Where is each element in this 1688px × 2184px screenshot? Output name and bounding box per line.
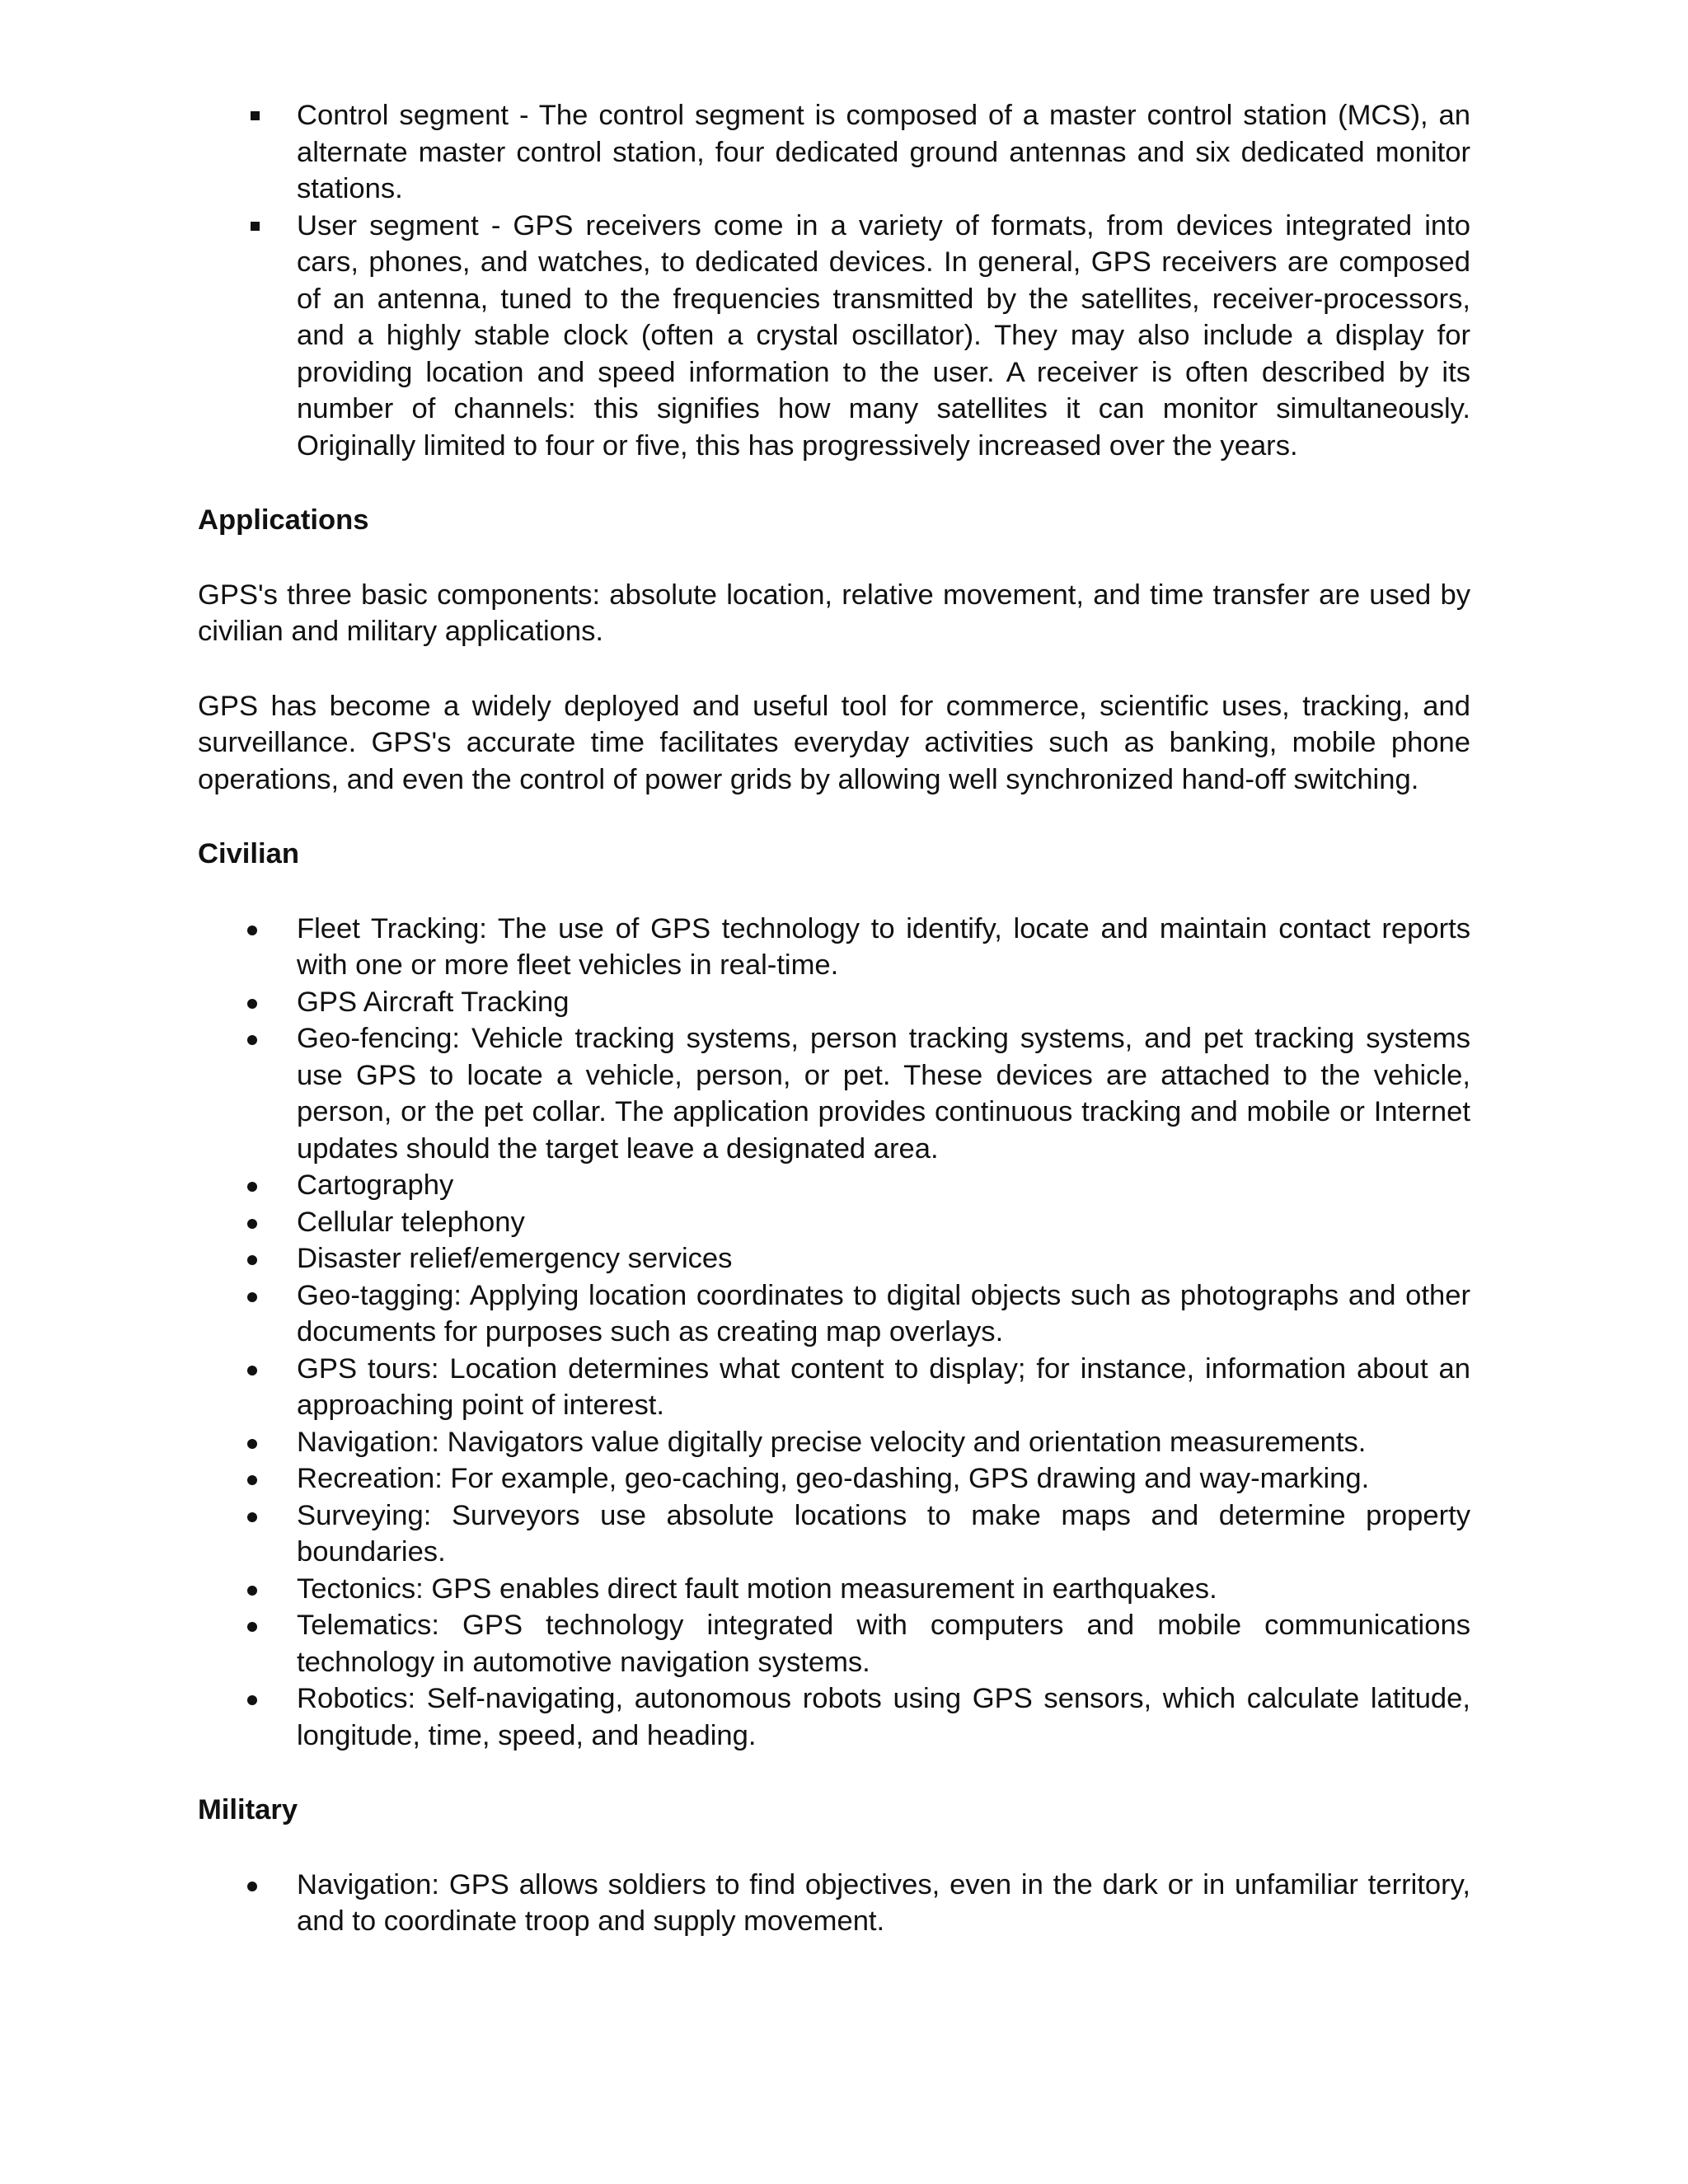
list-item: Robotics: Self-navigating, autonomous robots using GPS sensors, which calculate latitude, longitude, time, speed, and heading.	[198, 1680, 1470, 1754]
list-item: GPS tours: Location determines what content to display; for instance, information about an approaching point of interest.	[198, 1351, 1470, 1424]
list-item: Tectonics: GPS enables direct fault motion measurement in earthquakes.	[198, 1571, 1470, 1608]
military-list	[198, 1867, 1470, 1940]
military-heading: Military	[198, 1794, 298, 1825]
list-item: Cartography	[198, 1167, 1470, 1204]
list-item: Telematics: GPS technology integrated with computers and mobile communications technology in automotive navigation systems.	[198, 1607, 1470, 1680]
list-item: User segment - GPS receivers come in a variety of formats, from devices integrated into cars, phones, and watches, to dedicated devices. In general, GPS receivers are composed of an antenna, tuned to the frequencies transmitted by the satellites, receiver-processors, and a highly stable clock (often a crystal oscillator). They may also include a display for providing location and speed information to the user. A receiver is often described by its number of channels: this signifies how many satellites it can monitor simultaneously. Originally limited to four or five, this has progressively increased over the years.	[198, 208, 1470, 465]
list-item: Surveying: Surveyors use absolute locations to make maps and determine property boundaries.	[198, 1497, 1470, 1571]
list-item: Control segment - The control segment is composed of a master control station (MCS), an alternate master control station, four dedicated ground antennas and six dedicated monitor stations.	[198, 97, 1470, 208]
list-item: Navigation: GPS allows soldiers to find objectives, even in the dark or in unfamiliar territory, and to coordinate troop and supply movement.	[198, 1867, 1470, 1940]
civilian-heading: Civilian	[198, 838, 299, 869]
applications-paragraph: GPS's three basic components: absolute location, relative movement, and time transfer are used by civilian and military applications.	[198, 579, 1470, 647]
applications-paragraph: GPS has become a widely deployed and useful tool for commerce, scientific uses, tracking, and surveillance. GPS's accurate time facilitates everyday activities such as banking, mobile phone operations, and even the control of power grids by allowing well synchronized hand-off switching.	[198, 690, 1470, 795]
list-item: GPS Aircraft Tracking	[198, 984, 1470, 1021]
list-item: Recreation: For example, geo-caching, geo-dashing, GPS drawing and way-marking.	[198, 1460, 1470, 1497]
list-item: Geo-tagging: Applying location coordinates to digital objects such as photographs and other documents for purposes such as creating map overlays.	[198, 1277, 1470, 1351]
list-item: Navigation: Navigators value digitally precise velocity and orientation measurements.	[198, 1424, 1470, 1461]
list-item: Geo-fencing: Vehicle tracking systems, person tracking systems, and pet tracking systems use GPS to locate a vehicle, person, or pet. These devices are attached to the vehicle, person, or the pet collar. The application provides continuous tracking and mobile or Internet updates should the target leave a designated area.	[198, 1020, 1470, 1167]
document-page	[198, 97, 1470, 1940]
applications-heading: Applications	[198, 504, 369, 536]
list-item: Disaster relief/emergency services	[198, 1240, 1470, 1277]
list-item: Fleet Tracking: The use of GPS technology to identify, locate and maintain contact reports with one or more fleet vehicles in real-time.	[198, 911, 1470, 984]
civilian-list	[198, 911, 1470, 1755]
segment-list	[198, 97, 1470, 464]
list-item: Cellular telephony	[198, 1204, 1470, 1241]
